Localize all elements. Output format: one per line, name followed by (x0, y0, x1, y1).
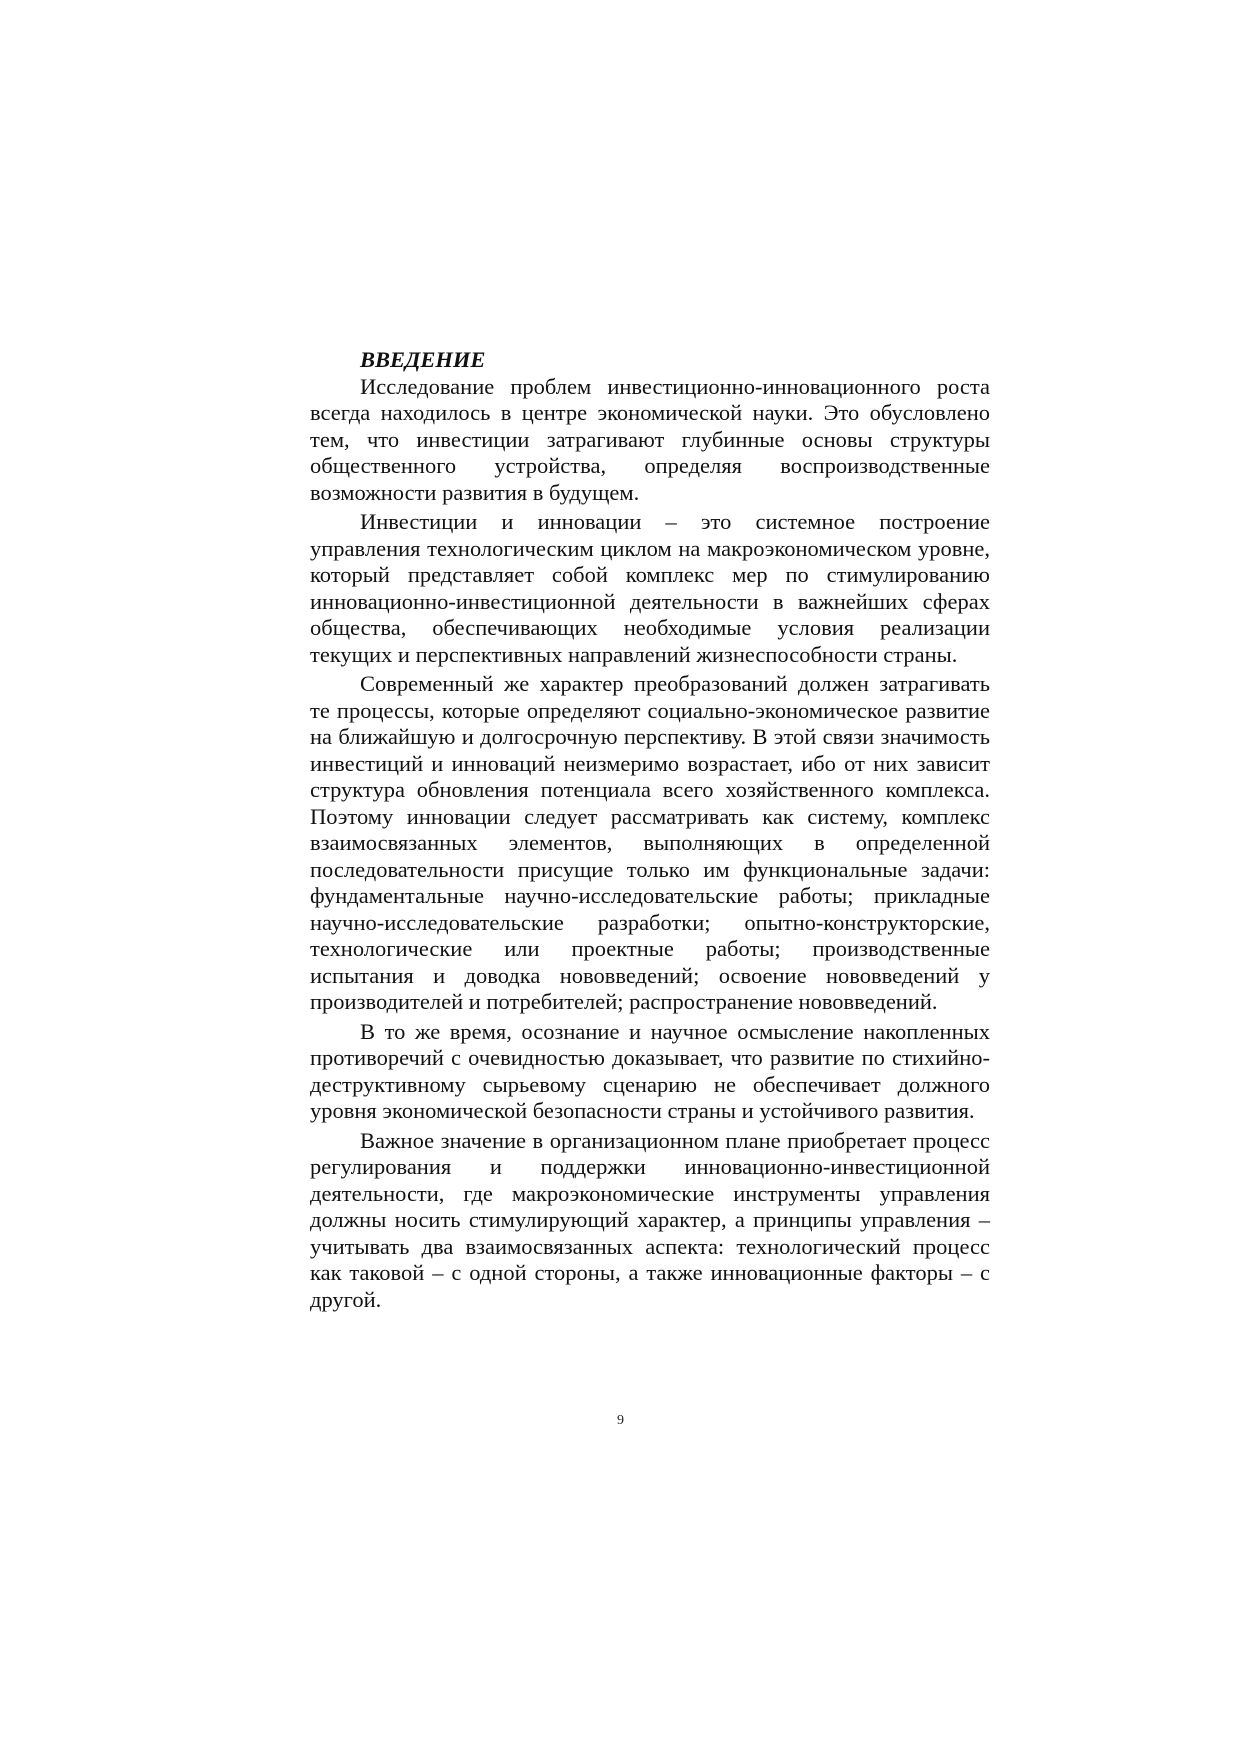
paragraph-3: Современный же характер преобразований должен затрагивать те процессы, которые определяют социально-экономическое развитие на ближайшую и долгосрочную перспективу. В этой связи значимость инвестиций и инноваций неизмеримо возрастает, ибо от них зависит структура обновления потенциала всего хозяйственного комплекса. Поэтому инновации следует рассматривать как систему, комплекс взаимосвязанных элементов, выполняющих в определенной последовательности присущие только им функциональные задачи: фундаментальные научно-исследовательские работы; прикладные научно-исследовательские разработки; опытно-конструкторские, технологические или проектные работы; производственные испытания и доводка нововведений; освоение нововведений у производителей и потребителей; распространение нововведений. (310, 671, 990, 1014)
paragraph-5: Важное значение в организационном плане приобретает процесс регулирования и поддержки инновационно-инвестиционной деятельности, где макроэкономические инструменты управления должны носить стимулирующий характер, а принципы управления – учитывать два взаимосвязанных аспекта: технологический процесс как таковой – с одной стороны, а также инновационные факторы – с другой. (310, 1127, 990, 1312)
paragraph-1: Исследование проблем инвестиционно-инновационного роста всегда находилось в центре экономической науки. Это обусловлено тем, что инвестиции затрагивают глубинные основы структуры общественного устройства, определяя воспроизводственные возможности развития в будущем. (310, 373, 990, 505)
section-heading: ВВЕДЕНИЕ (360, 347, 486, 372)
paragraph-2: Инвестиции и инновации – это системное построение управления технологическим циклом на макроэкономическом уровне, который представляет собой комплекс мер по стимулированию инновационно-инвестиционной деятельности в важнейших сферах общества, обеспечивающих необходимые условия реализации текущих и перспективных направлений жизнеспособности страны. (310, 509, 990, 667)
text-block (310, 347, 990, 1316)
page-number: 9 (617, 1413, 624, 1428)
paragraph-4: В то же время, осознание и научное осмысление накопленных противоречий с очевидностью доказывает, что развитие по стихийно-деструктивному сырьевому сценарию не обеспечивает должного уровня экономической безопасности страны и устойчивого развития. (310, 1018, 990, 1123)
